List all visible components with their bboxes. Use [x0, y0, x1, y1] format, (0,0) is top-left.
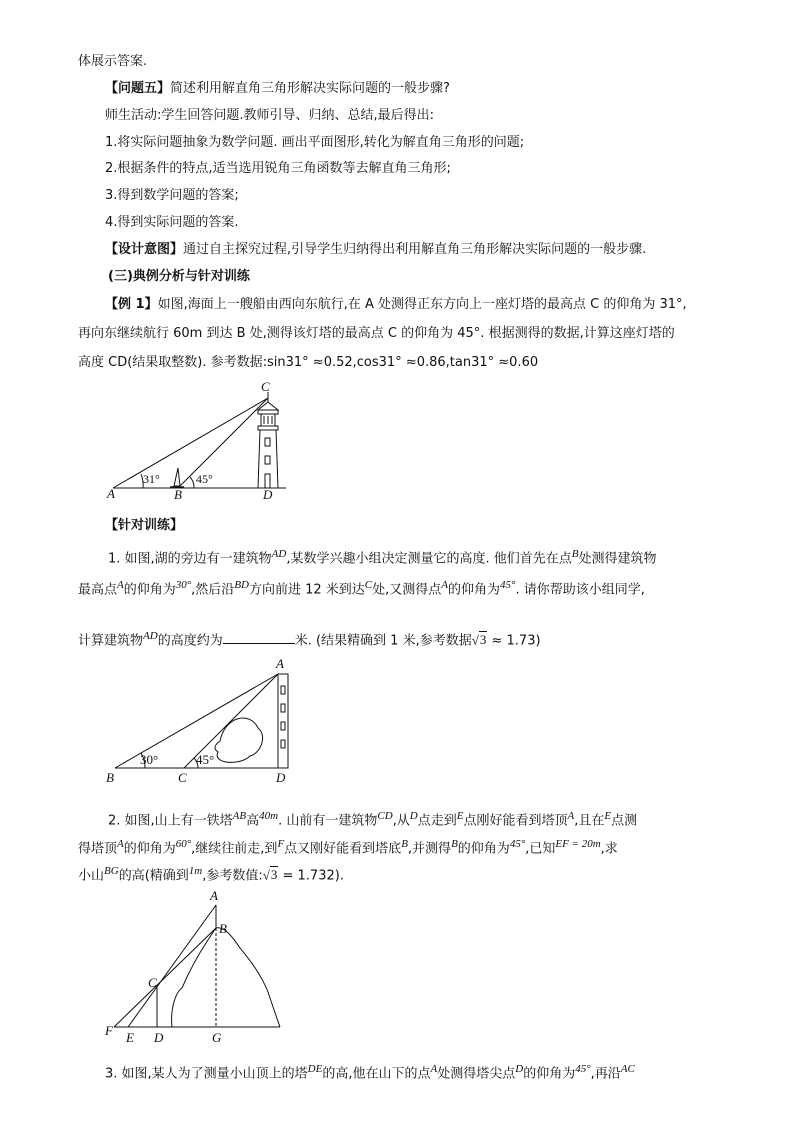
fig2-label-c: C: [178, 770, 187, 785]
q1-var-c: C: [364, 579, 373, 591]
q1-text-i: 的仰角为: [448, 582, 501, 598]
q2-var-ab: AB: [232, 810, 247, 822]
step-1: 1.将实际问题抽象为数学问题. 画出平面图形,转化为解直角三角形的问题;: [105, 135, 525, 150]
q2-sqrt: √3: [262, 867, 278, 883]
question-five: [105, 80, 450, 98]
q2-text-a: 2. 如图,山上有一铁塔: [108, 813, 233, 829]
fig3-label-c: C: [148, 975, 157, 990]
q2-text-d: ,从: [392, 813, 410, 829]
section-heading: (三)典例分析与针对训练: [108, 269, 250, 284]
q1-text-j: . 请你帮助该小组同学,: [515, 582, 645, 598]
q2-line-3: [78, 862, 344, 885]
q1-var-a: A: [117, 579, 124, 591]
q1-text-e: 的仰角为: [123, 582, 176, 598]
q1-var-ad: AD: [271, 548, 287, 560]
fig2-label-a: A: [276, 656, 284, 671]
q2-var-b: B: [401, 838, 408, 850]
q2-text-r: 的高(精确到: [118, 868, 189, 884]
q1-text-a: 1. 如图,湖的旁边有一建筑物: [108, 551, 272, 567]
q2-var-a: A: [567, 810, 575, 822]
fig2-angle-30: 30°: [140, 752, 159, 767]
fig1-label-c: C: [261, 379, 270, 394]
q2-var-e-2: E: [604, 810, 612, 822]
design-intent: [105, 241, 646, 259]
q2-text-h: 点测: [611, 813, 638, 829]
design-intent-text: 通过自主探究过程,引导学生归纳得出利用解直角三角形解决实际问题的一般步骤.: [183, 242, 647, 257]
q2-precision: 1m: [188, 865, 203, 877]
q1-text-c: 处测得建筑物: [578, 551, 657, 567]
question-five-text: 简述利用解直角三角形解决实际问题的一般步骤?: [170, 81, 450, 96]
step-2: 2.根据条件的特点,适当选用锐角三角函数等去解直角三角形;: [105, 161, 451, 176]
q2-angle-45: 45°: [509, 838, 526, 850]
q1-text-l: 的高度约为: [157, 633, 223, 649]
q2-text-c: . 山前有一建筑物: [278, 813, 378, 829]
q2-text-g: ,且在: [574, 813, 605, 829]
q2-height: 40m: [259, 810, 279, 822]
q3-var-a: A: [430, 1063, 438, 1075]
mountain-tower-figure: [100, 888, 300, 1048]
q2-var-ef: EF = 20m: [555, 838, 601, 850]
q2-angle-60: 60°: [175, 838, 192, 850]
lighthouse-figure: [108, 378, 308, 500]
q2-text-m: ,并测得: [407, 841, 452, 857]
q2-text-j: 的仰角为: [123, 841, 176, 857]
q3-var-d: D: [515, 1063, 524, 1075]
continued-text: 体展示答案.: [78, 54, 148, 69]
q3-line-1: [105, 1060, 635, 1083]
fig2-label-b: B: [106, 770, 114, 785]
example-1-heading: 【例 1】: [105, 297, 158, 312]
teacher-student-activity: 师生活动:学生回答问题.教师引导、归纳、总结,最后得出:: [105, 108, 435, 123]
q2-text-l: 点又刚好能看到塔底: [284, 841, 402, 857]
building-icon: [278, 674, 288, 768]
q1-var-b: B: [571, 548, 579, 560]
q3-text-a: 3. 如图,某人为了测量小山顶上的塔: [105, 1066, 308, 1082]
q3-var-de: DE: [307, 1063, 323, 1075]
q1-line-3: [78, 627, 541, 650]
q1-text-n: ≈ 1.73): [487, 633, 541, 649]
q2-line-1: [108, 807, 637, 830]
q1-angle-30: 30°: [175, 579, 192, 591]
q1-var-bd: BD: [234, 579, 249, 591]
q1-var-ad-2: AD: [143, 630, 158, 642]
example-1-line-3: 高度 CD(结果取整数). 参考数据:sin31° ≈0.52,cos31° ≈0.86,tan31° ≈0.60: [78, 355, 539, 370]
q2-text-b: 高: [246, 813, 260, 829]
fig2-angle-45: 45°: [196, 752, 215, 767]
q1-text-g: 方向前进 12 米到达: [248, 582, 365, 598]
q2-var-e: E: [456, 810, 464, 822]
q2-text-e: 点走到: [417, 813, 457, 829]
q1-answer-blank[interactable]: [223, 631, 295, 644]
q1-line-1: [108, 545, 657, 568]
fig3-label-d: D: [154, 1030, 164, 1045]
q2-text-i: 得塔顶: [78, 841, 118, 857]
fig3-label-a: A: [210, 888, 218, 903]
fig3-label-e: E: [126, 1030, 134, 1045]
example-1-line-2: 再向东继续航行 60m 到达 B 处,测得该灯塔的最高点 C 的仰角为 45°. 根据测得的数据,计算这座灯塔的: [78, 326, 675, 341]
q2-text-k: ,继续往前走,到: [191, 841, 278, 857]
q2-text-o: ,已知: [525, 841, 556, 857]
q2-var-b-2: B: [451, 838, 458, 850]
q2-text-s: ,参考数值:: [202, 868, 263, 884]
q1-text-k: 计算建筑物: [78, 633, 144, 649]
q1-text-m: 米. (结果精确到 1 米,参考数据: [294, 633, 472, 649]
fig1-angle-45: 45°: [196, 472, 213, 486]
q3-text-c: 处测得塔尖点: [437, 1066, 516, 1082]
q2-var-d: D: [409, 810, 418, 822]
q3-text-e: ,再沿: [590, 1066, 621, 1082]
q2-var-a-2: A: [117, 838, 124, 850]
q1-text-b: ,某数学兴趣小组决定测量它的高度. 他们首先在点: [286, 551, 572, 567]
example-1-text-1: 如图,海面上一艘船由西向东航行,在 A 处测得正东方向上一座灯塔的最高点 C 的仰角为 31°,: [157, 297, 687, 312]
fig1-angle-31: 31°: [143, 472, 160, 486]
design-intent-heading: 【设计意图】: [105, 242, 184, 257]
sight-line-f: [114, 928, 216, 1027]
building-lake-figure: [100, 656, 300, 788]
q1-text-f: ,然后沿: [191, 582, 235, 598]
q2-text-f: 点刚好能看到塔顶: [463, 813, 568, 829]
q1-text-h: 处,又测得点: [372, 582, 442, 598]
q3-angle-45: 45°: [575, 1063, 591, 1075]
training-heading: 【针对训练】: [105, 518, 184, 533]
q1-sqrt: √3: [471, 632, 487, 648]
fig3-label-b: B: [219, 921, 227, 936]
q2-text-t: = 1.732).: [278, 868, 344, 884]
q3-text-d: 的仰角为: [523, 1066, 576, 1082]
q2-var-f: F: [277, 838, 285, 850]
q2-text-n: 的仰角为: [457, 841, 510, 857]
q1-line-2: [78, 576, 645, 599]
fig1-label-d: D: [263, 487, 273, 502]
lake-shape: [215, 718, 263, 762]
fig1-label-b: B: [174, 487, 182, 502]
q2-text-q: 小山: [78, 868, 105, 884]
fig3-label-g: G: [212, 1030, 222, 1045]
fig3-label-f: F: [105, 1023, 113, 1038]
example-1-line-1: [105, 296, 687, 314]
q1-angle-45: 45°: [500, 579, 516, 591]
q2-sqrt-radicand: 3: [270, 867, 278, 883]
fig1-label-a: A: [107, 486, 115, 501]
sight-line-a: [113, 398, 268, 488]
lighthouse-icon: [258, 392, 278, 488]
sight-line-b: [178, 398, 268, 488]
q2-var-bg: BG: [104, 865, 119, 877]
fig2-label-d: D: [276, 770, 286, 785]
step-4: 4.得到实际问题的答案.: [105, 215, 239, 230]
q1-text-d: 最高点: [78, 582, 118, 598]
q2-text-p: ,求: [600, 841, 618, 857]
q1-var-a-2: A: [441, 579, 449, 591]
question-five-heading: 【问题五】: [105, 81, 171, 96]
mountain-outline: [172, 928, 280, 1027]
q3-var-ac: AC: [620, 1063, 635, 1075]
q2-var-cd: CD: [377, 810, 393, 822]
q3-text-b: 的高,他在山下的点: [322, 1066, 431, 1082]
step-3: 3.得到数学问题的答案;: [105, 188, 239, 203]
q2-line-2: [78, 835, 618, 858]
q1-sqrt-radicand: 3: [479, 632, 487, 648]
